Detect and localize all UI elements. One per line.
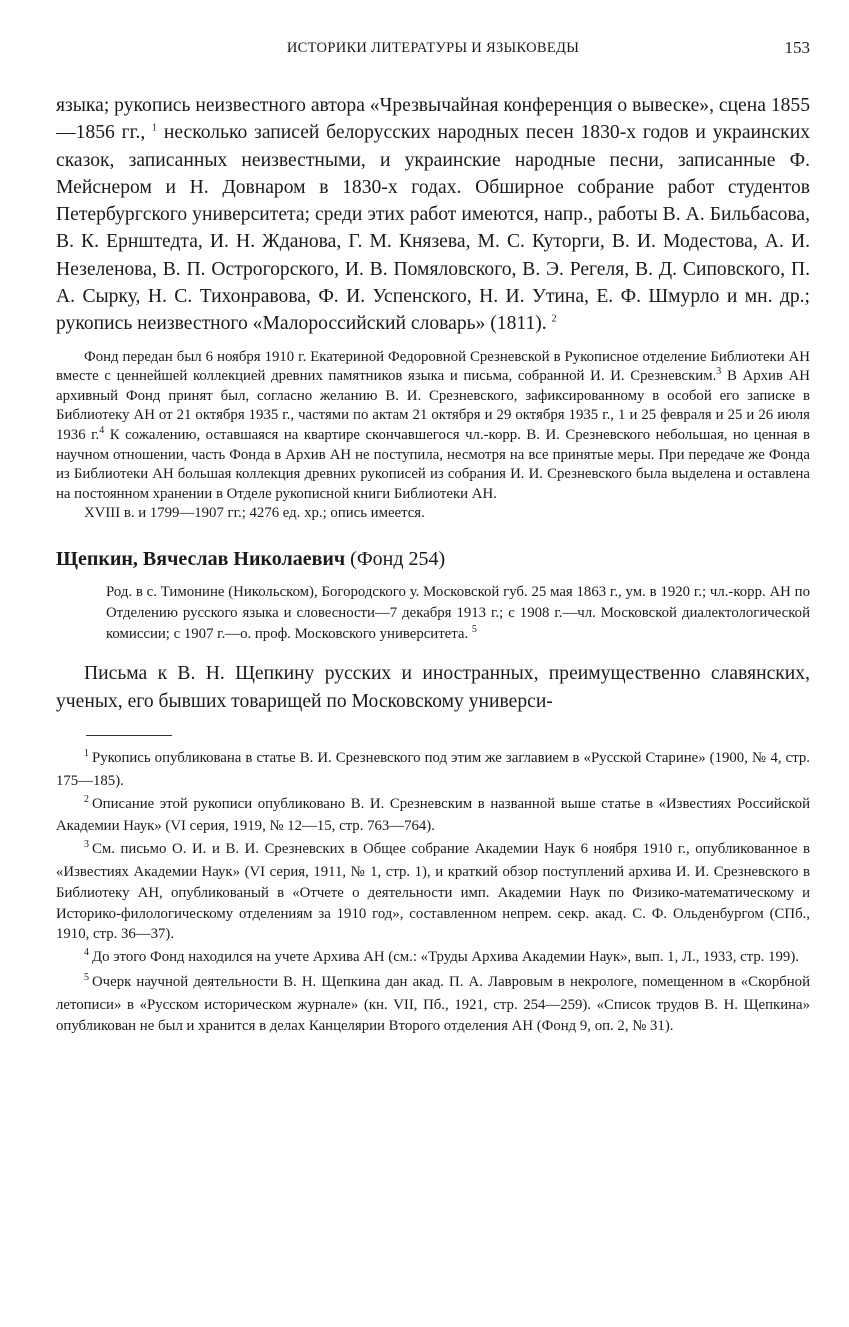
entry-bio xyxy=(106,582,810,644)
footnote-mark: 5 xyxy=(84,971,89,983)
fund-note xyxy=(56,348,810,524)
entry-name: Щепкин, Вячеслав Николаевич xyxy=(56,548,346,571)
page xyxy=(56,30,810,1038)
main-text-part-2: несколько записей белорусских народных песен 1830-х годов и украинских сказок, записанных неизвестными, и украинские народные песни, записанные Ф. Мейснером и Н. Довнаром в 1830-х годах. Обширное собрание работ студентов Петербургского университета; среди этих работ имеются, напр., работы В. А. Бильбасова, В. К. Ернштедта, И. Н. Жданова, Г. М. Князева, М. С. Куторги, В. И. Модестова, А. И. Незеленова, В. П. Острогорского, И. В. Помяловского, В. Э. Регеля, В. Д. Сиповского, П. А. Сырку, Н. С. Тихонравова, Ф. И. Успенского, Н. И. Утина, Е. Ф. Шмурло и мн. др.; рукопись неизвестного «Малороссийский словарь» (1811). xyxy=(56,122,810,335)
footnote xyxy=(56,972,810,1036)
footnote-mark: 3 xyxy=(84,839,89,851)
fund-note-part-1: Фонд передан был 6 ноября 1910 г. Екатериной Федоровной Срезневской в Рукописное отделение Библиотеки АН вместе с ценнейшей коллекцией древних памятников языка и письма, собранной И. И. Срезневским. xyxy=(56,348,810,385)
footnote-ref-5[interactable]: 5 xyxy=(471,623,477,635)
footnote-text: Рукопись опубликована в статье В. И. Срезневского под этим же заглавием в «Русской Старине» (1900, № 4, стр. 175—185). xyxy=(56,750,810,789)
fund-note-text xyxy=(56,348,810,505)
fund-note-part-2: В Архив АН архивный Фонд принят был, согласно желанию В. И. Срезневского, зафиксированному в особой его записке в Библиотеку АН от 21 октября 1935 г., частями по актам 21 октября и 29 октября 1935 г., 1 и 25 февраля и 25 и 26 июля 1936 г. xyxy=(56,368,810,444)
entry-fund: (Фонд 254) xyxy=(345,548,446,571)
fund-note-part-3: К сожалению, оставшаяся на квартире скончавшегося чл.-корр. В. И. Срезневского небольшая, но ценная в научном отношении, часть Фонда в Архив АН не поступила, несмотря на все принятые меры. При передаче же Фонда из Библиотеки АН большая коллекция древних рукописей из собрания И. И. Срезневского была выделена и оставлена на постоянном хранении в Отделе рукописной книги Библиотеки АН. xyxy=(56,427,810,502)
main-text-part-1: языка; рукопись неизвестного автора «Чрезвычайная конференция о вывеске», сцена 1855—1856 гг., xyxy=(56,95,811,144)
footnote-text: Очерк научной деятельности В. Н. Щепкина дан акад. П. А. Лавровым в некрологе, помещенном в «Скорбной летописи» в «Русском историческом журнале» (кн. VII, Пб., 1921, стр. 254—259). «Список трудов В. Н. Щепкина» опубликован не был и хранится в делах Канцелярии Второго отделения АН (Фонд 9, оп. 2, № 31). xyxy=(56,973,810,1034)
footnote-mark: 1 xyxy=(84,748,89,759)
footnote-text: До этого Фонд находился на учете Архива АН (см.: «Труды Архива Академии Наук», вып. 1, Л., 1933, стр. 199). xyxy=(92,949,799,966)
footnote-ref-2[interactable]: 2 xyxy=(551,313,557,325)
footnotes xyxy=(56,748,810,1036)
main-paragraph xyxy=(56,92,810,338)
entry-heading xyxy=(56,546,810,572)
entry-bio-text: Род. в с. Тимонине (Никольском), Богородского у. Московской губ. 25 мая 1863 г., ум. в 1920 г.; чл.-корр. АН по Отделению русского языка и словесности—7 декабря 1913 г.; с 1908 г.—чл. Московской диалектологической комиссии; с 1907 г.—о. проф. Московского университета. xyxy=(106,584,810,642)
page-number: 153 xyxy=(784,38,810,57)
footnote xyxy=(56,839,810,945)
footnote-ref-1[interactable]: 1 xyxy=(152,122,158,134)
holdings-line: XVIII в. и 1799—1907 гг.; 4276 ед. хр.; опись имеется. xyxy=(84,505,425,522)
main-text xyxy=(56,92,810,338)
entry-body: Письма к В. Н. Щепкину русских и иностранных, преимущественно славянских, ученых, его бывших товарищей по Московскому универси- xyxy=(56,663,810,712)
footnote-text: См. письмо О. И. и В. И. Срезневских в Общее собрание Академии Наук 6 ноября 1910 г., опубликованное в «Известиях Академии Наук» (VI серия, 1911, № 1, стр. 1), и краткий обзор поступлений архива И. И. Срезневского в Библиотеку АН, опубликованый в «Отчете о деятельности имп. Академии Наук по Физико-математическому и Историко-филологическому отделениям за 1910 год», составленном непрем. секр. акад. С. Ф. Ольденбургом (СПб., 1910, стр. 36—37). xyxy=(56,841,810,943)
footnote xyxy=(56,947,810,970)
footnote-ref-3[interactable]: 3 xyxy=(716,366,722,378)
footnote-mark: 2 xyxy=(84,793,89,805)
footnote-ref-4[interactable]: 4 xyxy=(99,425,105,437)
footnote xyxy=(56,748,810,792)
footnote-mark: 4 xyxy=(84,947,89,959)
running-header xyxy=(56,30,810,60)
running-title: ИСТОРИКИ ЛИТЕРАТУРЫ И ЯЗЫКОВЕДЫ xyxy=(286,40,580,56)
footnote xyxy=(56,794,810,838)
footnote-rule xyxy=(86,735,172,736)
footnote-text: Описание этой рукописи опубликовано В. И. Срезневским в названной выше статье в «Известиях Российской Академии Наук» (VI серия, 1919, № 12—15, стр. 763—764). xyxy=(56,795,810,835)
